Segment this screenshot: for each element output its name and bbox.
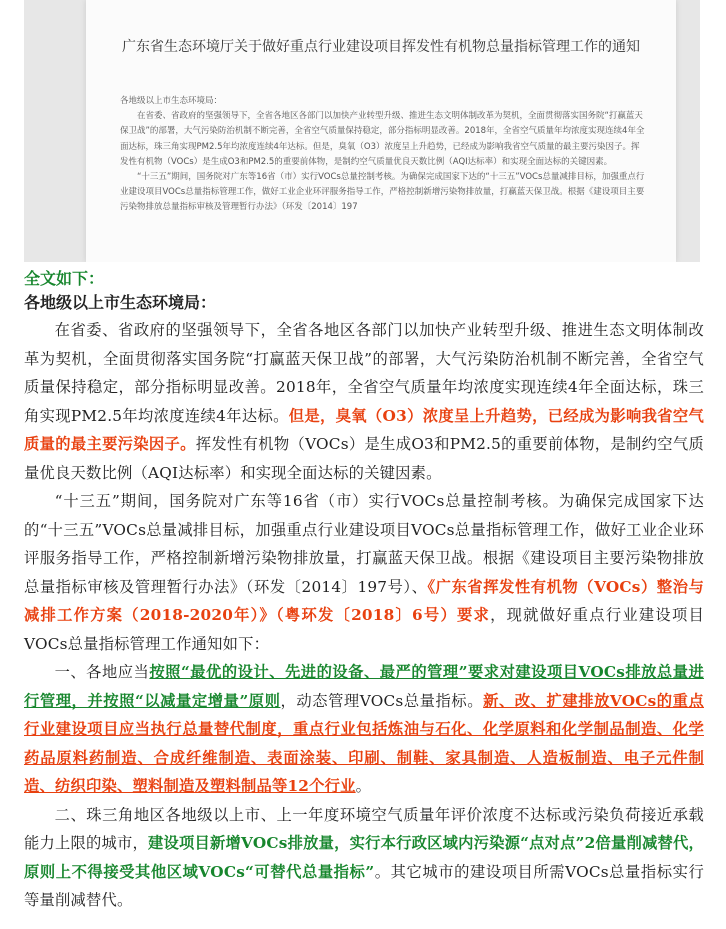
text-run: “十三五”期间，国务院对广东等16省（市）实行VOCs总量控制考核。为确保完成国家下达的“十三五”VOCs总量减排目标，加强重点行业建设项目VOCs总量指标管理工作，做好工业企业环评服务指导工作，严格控制新增污染物排放量，打赢蓝天保卫战。根据《建设项目主要污染物排放总量指标审核及管理暂行办法》（环发〔2014〕197号）、: [24, 492, 704, 596]
text-run: 。其它城市的建设项目所需VOCs总量指标实行等量削减替代。: [24, 862, 704, 909]
highlight-red-underline: 新、改、扩建排放VOCs的重点行业建设项目应当执行总量替代制度，重点行业包括炼油与石化、化学原料和化学制品制造、化学药品原料药制造、合成纤维制造、表面涂装、印刷、制鞋、家具制造、人造板制造、电子元件制造、纺织印染、塑料制造及塑料制品等12个行业: [24, 691, 704, 795]
highlight-green: 建设项目新增VOCs排放量，实行本行政区域内污染源“点对点”2倍量削减替代，原则上不得接受其他区域VOCs“可替代总量指标”: [24, 834, 704, 881]
scanned-paper: [86, 0, 676, 262]
highlight-green-underline: 按照“最优的设计、先进的设备、最严的管理”要求对建设项目VOCs排放总量进行管理，并按照“以减量定增量”原则: [24, 663, 705, 710]
text-run: ，现就做好重点行业建设项目VOCs总量指标管理工作通知如下：: [24, 606, 704, 653]
paragraph-3: [24, 658, 704, 801]
highlight-red: 《广东省挥发性有机物（VOCs）整治与减排工作方案（2018-2020年）》（粤环发〔2018〕6号）要求: [24, 577, 704, 624]
scanned-notice-body: [120, 94, 646, 216]
text-run: 。: [355, 777, 372, 795]
text-run: 在省委、省政府的坚强领导下，全省各地区各部门以加快产业转型升级、推进生态文明体制改革为契机，全面贯彻落实国务院“打赢蓝天保卫战”的部署，大气污染防治机制不断完善，全省空气质量保持稳定，部分指标明显改善。2018年，全省空气质量年均浓度实现连续4年全面达标，珠三角实现PM2.5年均浓度连续4年达标。: [24, 321, 704, 425]
salutation: 各地级以上市生态环境局：: [24, 293, 217, 312]
text-run: ，动态管理VOCs总量指标。: [280, 691, 484, 710]
scanned-salutation: 各地级以上市生态环境局：: [120, 96, 223, 106]
text-run: 一、各地应当: [54, 663, 150, 681]
scanned-notice-title: 广东省生态环境厅关于做好重点行业建设项目挥发性有机物总量指标管理工作的通知: [122, 39, 640, 55]
paragraph-4: [24, 801, 704, 915]
paragraph-1: [24, 316, 704, 487]
full-text-header: 全文如下：: [24, 269, 105, 288]
text-run: 二、珠三角地区各地级以上市、上一年度环境空气质量年评价浓度不达标或污染负荷接近承载能力上限的城市，: [24, 805, 704, 852]
scanned-document-image: [24, 0, 700, 262]
full-text-content: [24, 268, 704, 915]
text-run: 挥发性有机物（VOCs）是生成O3和PM2.5的重要前体物，是制约空气质量优良天数比例（AQI达标率）和实现全面达标的关键因素。: [24, 435, 704, 482]
highlight-red: 但是，臭氧（O3）浓度呈上升趋势，已经成为影响我省空气质量的最主要污染因子。: [24, 406, 704, 453]
paragraph-2: [24, 487, 704, 658]
scanned-paragraph: 在省委、省政府的坚强领导下，全省各地区各部门以加快产业转型升级、推进生态文明体制改革为契机，全面贯彻落实国务院“打赢蓝天保卫战”的部署，大气污染防治机制不断完善，全省空气质量保持稳定，部分指标明显改善。2018年，全省空气质量年均浓度实现连续4年全面达标，珠三角实现PM2.5年均浓度连续4年达标。但是，臭氧（O3）浓度呈上升趋势，已经成为影响我省空气质量的最主要污染因子。挥发性有机物（VOCs）是生成O3和PM2.5的重要前体物，是制约空气质量优良天数比例（AQI达标率）和实现全面达标的关键因素。: [120, 111, 645, 167]
scanned-paragraph: “十三五”期间，国务院对广东等16省（市）实行VOCs总量控制考核。为确保完成国家下达的“十三五”VOCs总量减排目标，加强重点行业建设项目VOCs总量指标管理工作，做好工业企业环评服务指导工作，严格控制新增污染物排放量，打赢蓝天保卫战。根据《建设项目主要污染物排放总量指标审核及管理暂行办法》（环发〔2014〕197: [120, 172, 645, 213]
